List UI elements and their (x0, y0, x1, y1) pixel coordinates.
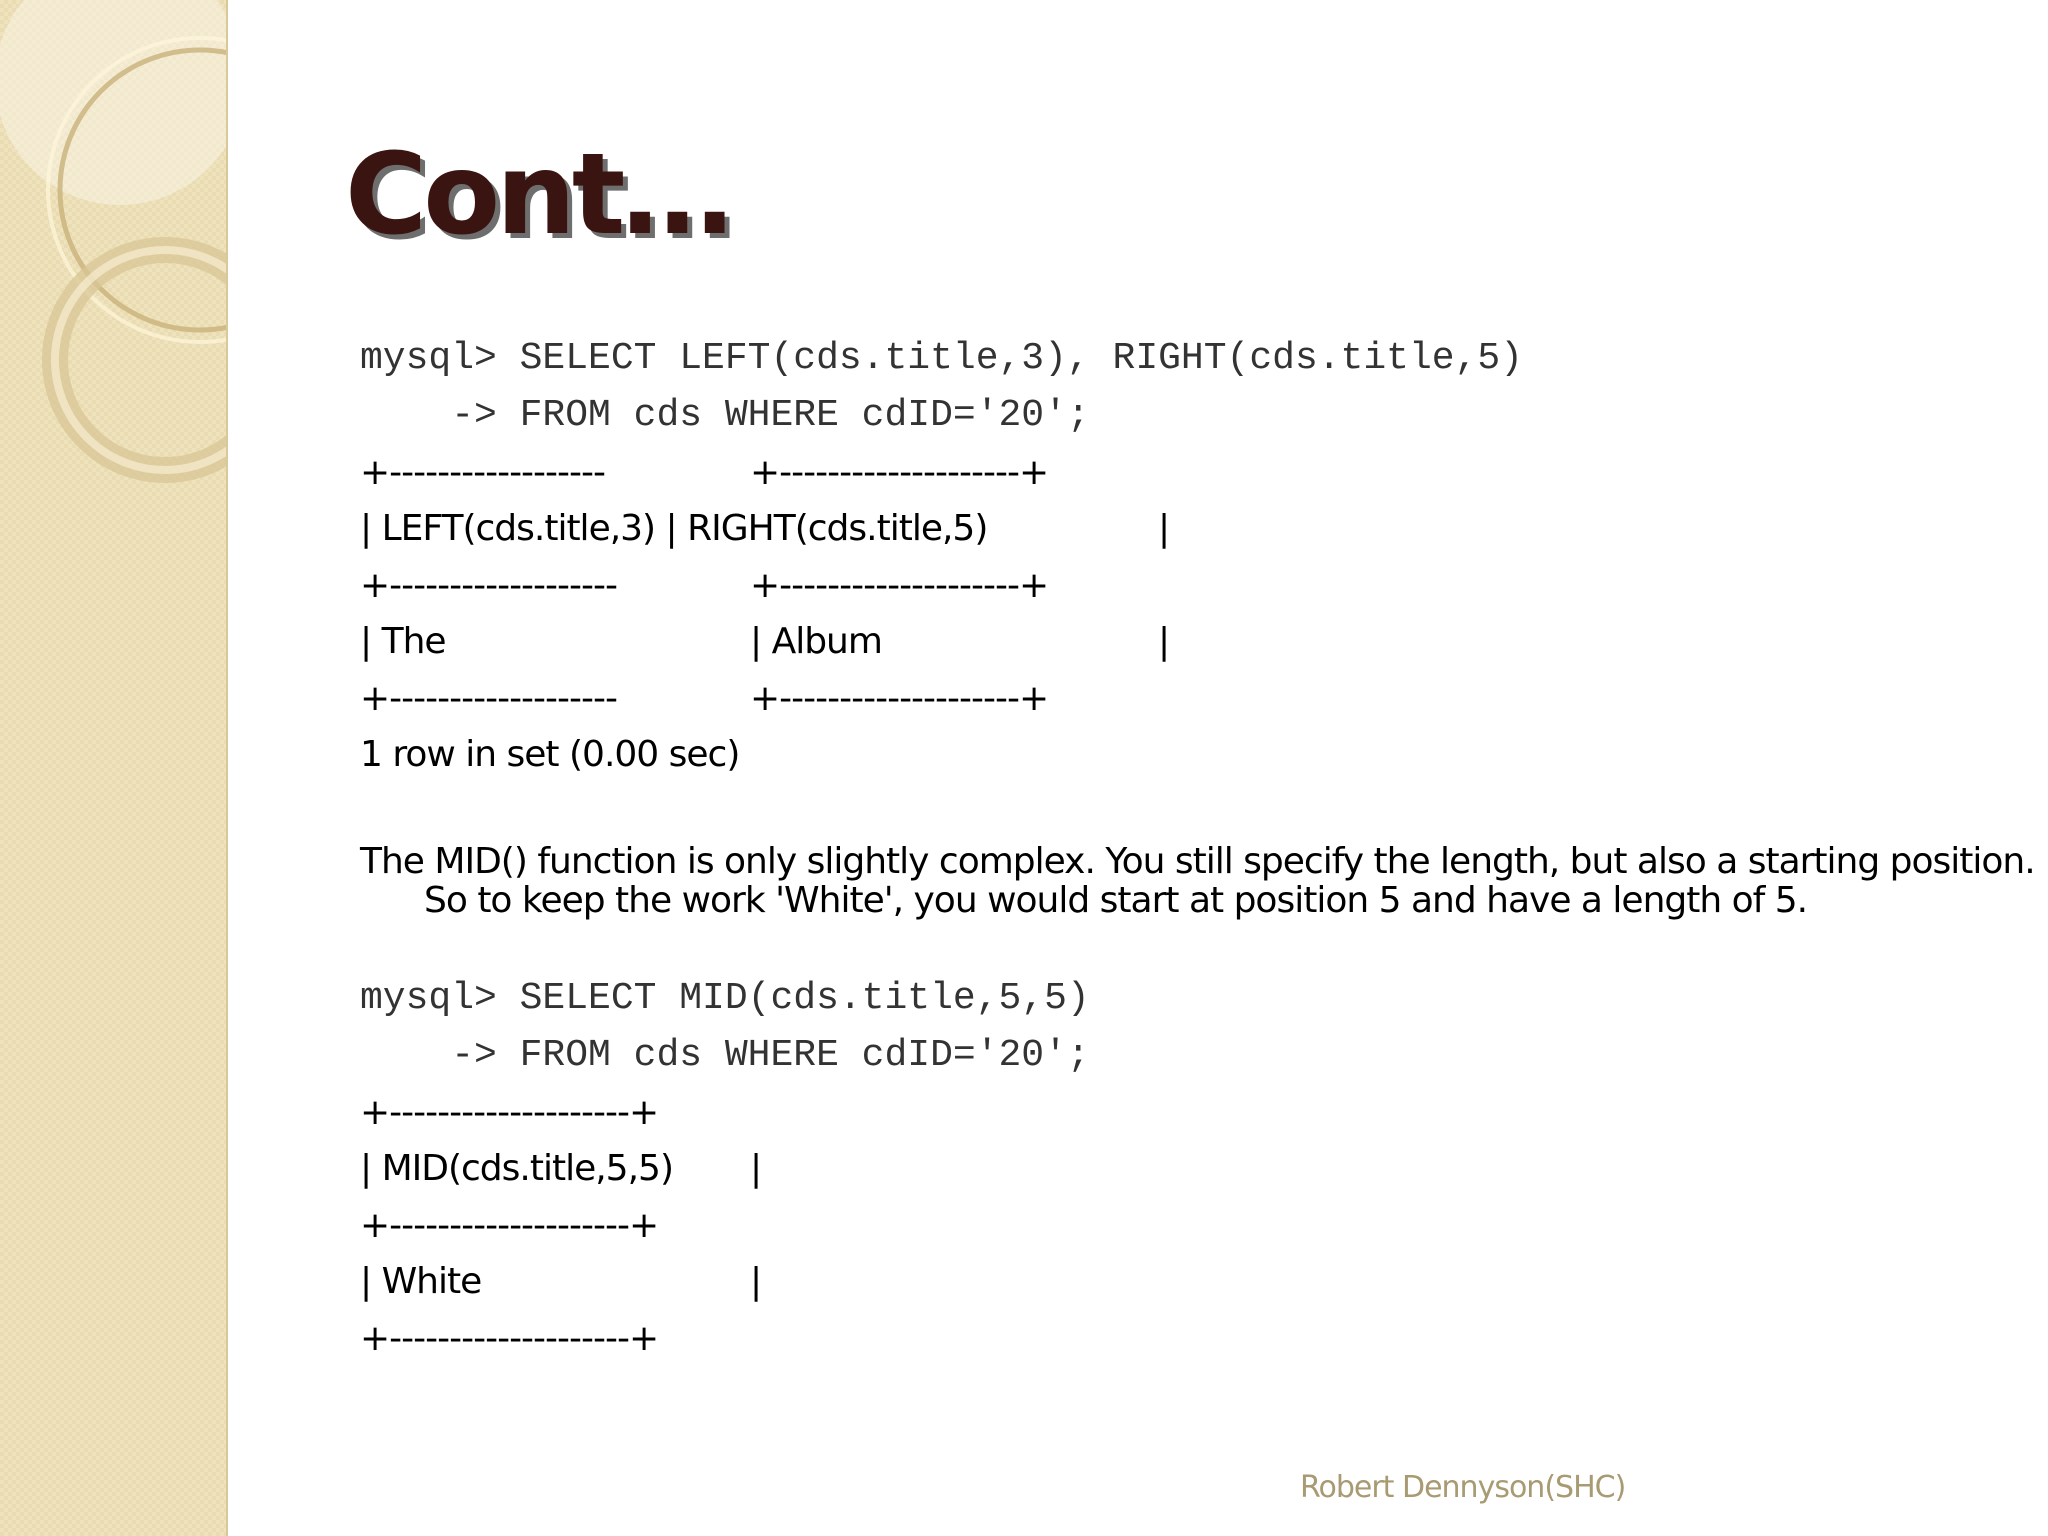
slide-title: Cont… (345, 130, 730, 260)
decorative-rings (0, 0, 228, 520)
query1-line1: mysql> SELECT LEFT(cds.title,3), RIGHT(cds.title,5) (360, 337, 1523, 380)
table1-border-mid-right: +--------------------+ (750, 565, 1049, 606)
table2-row: | White (360, 1261, 482, 1302)
table1-border-top-left: +------------------ (360, 452, 605, 493)
decorative-side-panel (0, 0, 228, 1536)
table2-border-top: +--------------------+ (360, 1092, 659, 1133)
table1-row-end: | (1158, 621, 1170, 662)
table2-border-bottom: +--------------------+ (360, 1318, 659, 1359)
footer-author: Robert Dennyson(SHC) (1300, 1470, 1626, 1505)
table2-border-mid: +--------------------+ (360, 1205, 659, 1246)
mid-function-explanation: The MID() function is only slightly complex. You still specify the length, but also a starting position. So to keep the work 'White', you would start at position 5 and have a length of 5. (360, 841, 2035, 921)
table1-header-end: | (1158, 508, 1170, 549)
query2-line1: mysql> SELECT MID(cds.title,5,5) (360, 977, 1090, 1020)
table1-row-col2: | Album (750, 621, 882, 662)
table2-header: | MID(cds.title,5,5) (360, 1148, 673, 1189)
table1-border-top-right: +--------------------+ (750, 452, 1049, 493)
table2-row-end: | (750, 1261, 762, 1302)
table1-border-bottom-right: +--------------------+ (750, 678, 1049, 719)
side-panel-edge (226, 0, 228, 1536)
query2-line2: -> FROM cds WHERE cdID='20'; (360, 1034, 1090, 1077)
table1-header: | LEFT(cds.title,3) | RIGHT(cds.title,5) (360, 508, 988, 549)
table1-row-col1: | The (360, 621, 446, 662)
table1-border-mid-left: +------------------- (360, 565, 617, 606)
query1-result-count: 1 row in set (0.00 sec) (360, 734, 740, 775)
table1-border-bottom-left: +------------------- (360, 678, 617, 719)
query1-line2: -> FROM cds WHERE cdID='20'; (360, 394, 1090, 437)
table2-header-end: | (750, 1148, 762, 1189)
